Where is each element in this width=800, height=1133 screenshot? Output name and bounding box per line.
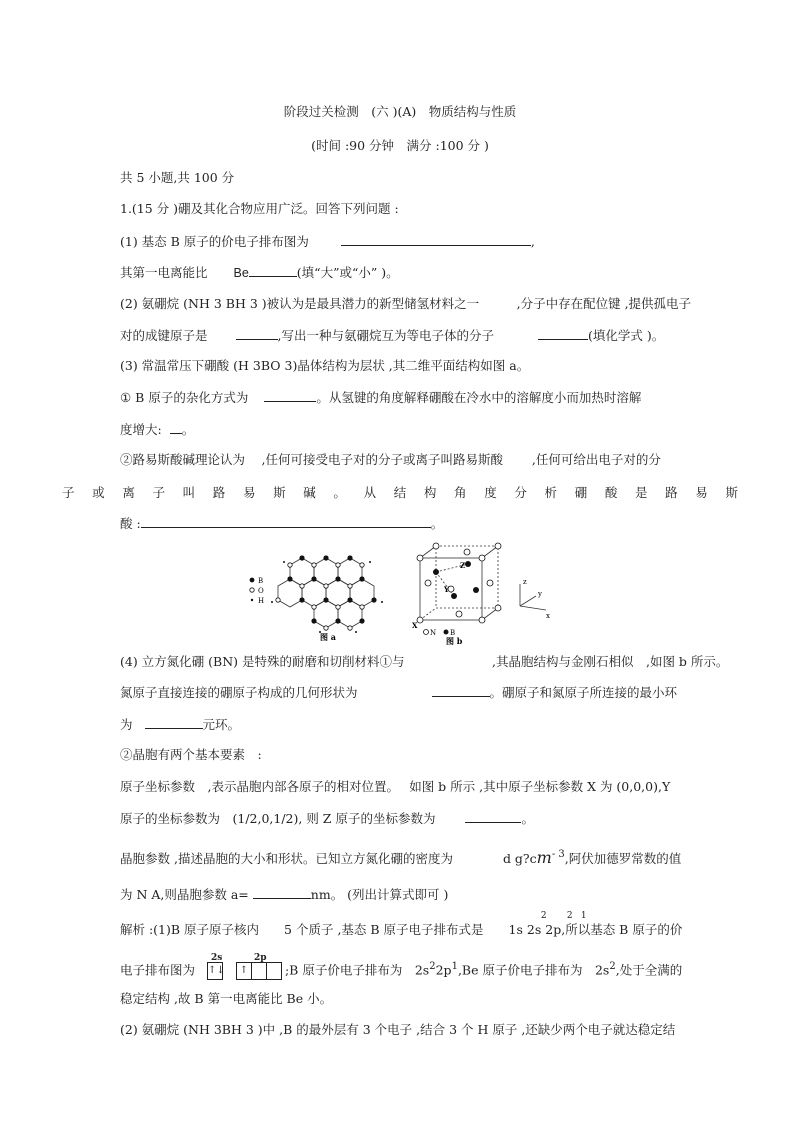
orbital-label-2s: 2s [211, 953, 223, 963]
analysis-line-1 [120, 911, 683, 938]
spread-char: 硼 [574, 485, 588, 500]
q1-part2-b-pre: 对的成键原子是 [120, 328, 208, 343]
spread-char: 从 [363, 485, 377, 500]
spread-char: 析 [544, 485, 558, 500]
answer-blank[interactable] [538, 327, 588, 340]
fig-b-legend-n: N [430, 629, 437, 637]
q1-part1-line-a: (1) 基态 B 原子的价电子排布图为 , [120, 234, 535, 249]
orbital-box-2s: ↑↓ [207, 962, 223, 980]
analysis-1-sup-c: 1 [580, 911, 587, 921]
spread-char: 叫 [182, 485, 196, 500]
answer-blank[interactable] [465, 810, 521, 823]
page-subtitle: (时间 :90 分钟 满分 :100 分 ) [311, 138, 489, 153]
orbital-diagram-2p [236, 953, 281, 980]
analysis-2-2s-exp: 2 [429, 960, 436, 972]
analysis-2-be-exp: 2 [609, 960, 616, 972]
q1-part4-g-exp: - 3 [551, 849, 565, 860]
orbital-label-2p: 2p [253, 953, 267, 963]
q1-part1-line-b [120, 264, 399, 281]
q1-part4-f-post: 。 [521, 811, 534, 826]
fig-b-point-x: X [412, 621, 418, 630]
intro-text: 共 5 小题,共 100 分 [120, 170, 235, 185]
q1-part3-b-post: 。从氢键的角度解释硼酸在冷水中的溶解度小而加热时溶解 [316, 390, 642, 405]
spread-char: 易 [242, 485, 256, 500]
spread-char: 角 [454, 485, 467, 500]
spread-char: 斯 [725, 485, 738, 500]
q1-part3-line-e [62, 485, 738, 501]
q1-part4-b-pre: 氮原子直接连接的硼原子构成的几何形状为 [120, 685, 358, 700]
q1-part4-h-post: nm。 (列出计算式即可 ) [310, 887, 449, 902]
spread-char: 易 [695, 485, 708, 500]
q1-part4-line-h [120, 886, 448, 903]
q1-part1-b-post: (填“大”或“小” )。 [296, 265, 399, 280]
spread-char: 碱 [303, 485, 316, 500]
answer-blank[interactable] [341, 233, 531, 246]
analysis-2-2p-exp: 1 [451, 960, 458, 972]
axis-z: z [523, 578, 527, 586]
figure-a-network [278, 558, 374, 628]
spread-char: 斯 [273, 485, 286, 500]
axis-x: x [546, 612, 550, 620]
spread-char: 度 [484, 485, 497, 500]
spread-char: 酸 [604, 485, 618, 500]
fig-a-legend-h: H [258, 597, 265, 605]
analysis-2-2p: 2p [435, 962, 452, 978]
q1-part2-b-mid: ,写出一种与氨硼烷互为等电子体的分子 [277, 328, 494, 343]
spread-char: 构 [423, 485, 437, 500]
q1-part4-line-d: ②晶胞有两个基本要素 : [120, 747, 262, 762]
spread-char: 结 [393, 485, 407, 500]
analysis-line-4: (2) 氨硼烷 (NH 3BH 3 )中 ,B 的最外层有 3 个电子 ,结合 3 个 H 原子 ,还缺少两个电子就达稳定结 [120, 1022, 676, 1037]
q1-part4-b-post: 。硼原子和氮原子所连接的最小环 [489, 685, 678, 700]
q1-part4-line-c [120, 716, 240, 733]
q1-part3-line-b [120, 389, 641, 406]
answer-blank[interactable] [264, 389, 316, 402]
q1-part4-line-a: (4) 立方氮化硼 (BN) 是特殊的耐磨和切削材料①与 ,其晶胞结构与金刚石相似 ,如图 b 所示。 [120, 654, 729, 669]
figure-b-n-atoms [417, 543, 501, 623]
q1-part3-c-post: 。 [181, 422, 195, 437]
fig-b-legend-b: B [450, 629, 456, 637]
analysis-1-mid: 2s 2p [526, 922, 562, 937]
analysis-1-pre: 解析 :(1)B 原子原子核内 5 个质子 ,基态 B 原子电子排布式是 1s [120, 922, 523, 937]
answer-blank[interactable] [253, 886, 311, 899]
spread-char: 分 [514, 485, 527, 500]
analysis-2-post3: ,处于全满的 [615, 962, 683, 978]
analysis-2-post: ;B 原子价电子排布为 2s [284, 962, 430, 978]
q1-part2-line-a: (2) 氨硼烷 (NH 3 BH 3 )被认为是最具潜力的新型储氢材料之一 ,分子中存在配位键 ,提供孤电子 [120, 296, 692, 311]
spread-char: 路 [665, 485, 678, 500]
q1-part1-b-pre: 其第一电离能比 [120, 265, 208, 280]
q1-part4-g-pre: 晶胞参数 ,描述晶胞的大小和形状。已知立方氮化硼的密度为 d g?c [120, 851, 537, 866]
q1-part4-line-f [120, 810, 534, 827]
spread-char: 子 [152, 485, 165, 500]
figure-b-cube [420, 546, 498, 620]
question-stem: 1.(15 分 )硼及其化合物应用广泛。回答下列问题 : [120, 201, 399, 216]
figure-b-axes [520, 584, 546, 610]
fig-a-legend-o: O [258, 587, 264, 595]
answer-blank[interactable] [170, 421, 182, 434]
fig-a-caption: 图 a [320, 632, 336, 642]
q1-part3-line-d: ②路易斯酸碱理论认为 ,任何可接受电子对的分子或离子叫路易斯酸 ,任何可给出电子对的分 [120, 452, 661, 467]
q1-part1-text: (1) 基态 B 原子的价电子排布图为 [120, 234, 309, 249]
figure-a-hydrogen [271, 561, 383, 633]
analysis-line-3: 稳定结构 ,故 B 第一电离能比 Be 小。 [120, 991, 333, 1006]
q1-part2-line-b [120, 327, 664, 344]
figures-svg [240, 540, 560, 650]
spread-char: 。 [333, 485, 346, 500]
analysis-1-sup-b: 2 [566, 911, 573, 921]
q1-part3-line-c [120, 421, 194, 438]
q1-part3-f-pre: 酸 : [120, 516, 141, 531]
answer-blank[interactable] [145, 716, 203, 729]
q1-part4-line-e: 原子坐标参数 ,表示晶胞内部各原子的相对位置。 如图 b 所示 ,其中原子坐标参数 X 为 (0,0,0),Y [120, 779, 671, 794]
analysis-line-2 [120, 953, 683, 981]
q1-part4-g-m: m [536, 848, 552, 867]
q1-part4-c-pre: 为 [120, 717, 133, 732]
figure-area [240, 540, 560, 650]
spread-char: 子 [62, 485, 75, 500]
answer-blank[interactable] [236, 327, 278, 340]
q1-part4-f-pre: 原子的坐标参数为 (1/2,0,1/2), 则 Z 原子的坐标参数为 [120, 811, 436, 826]
q1-part3-b-pre: ① B 原子的杂化方式为 [120, 390, 249, 405]
analysis-1-sup-a: 2 [540, 911, 547, 921]
q1-part4-line-g [120, 850, 681, 869]
analysis-1-post: ,所以基态 B 原子的价 [561, 922, 683, 937]
fig-b-point-y: Y [444, 585, 449, 594]
orbital-diagram-2s [207, 953, 225, 980]
answer-blank[interactable] [141, 515, 431, 528]
fig-b-point-z: Z [460, 561, 466, 570]
q1-part4-c-post: 元环。 [202, 717, 241, 732]
spread-char: 离 [122, 485, 135, 500]
q1-part3-line-f [120, 515, 443, 532]
fig-a-legend-b: B [258, 577, 264, 585]
spread-char: 是 [634, 485, 648, 500]
answer-blank[interactable] [249, 264, 297, 277]
analysis-2-pre: 电子排布图为 [120, 962, 196, 978]
q1-part3-line-a: (3) 常温常压下硼酸 (H 3BO 3)晶体结构为层状 ,其二维平面结构如图 a。 [120, 358, 530, 373]
q1-part4-g-post: ,阿伏加德罗常数的值 [564, 851, 682, 866]
answer-blank[interactable] [432, 684, 490, 697]
spread-char: 或 [92, 485, 105, 500]
spread-char: 路 [212, 485, 226, 500]
orbital-box-2p-3 [266, 962, 282, 980]
fig-b-caption: 图 b [446, 636, 463, 646]
q1-part2-b-post: (填化学式 )。 [587, 328, 665, 343]
page-title: 阶段过关检测 (六 )(A) 物质结构与性质 [283, 104, 517, 119]
q1-part1-b-be: Be [233, 266, 249, 280]
q1-part3-c-text: 度增大: [120, 422, 162, 437]
analysis-2-post2: ,Be 原子价电子排布为 2s [457, 962, 610, 978]
q1-part3-f-post: 。 [430, 516, 444, 531]
figure-a-oxygen [276, 563, 364, 630]
q1-part4-line-b [120, 684, 677, 701]
orbital-box-2p-1: ↑ [236, 962, 252, 980]
q1-part4-h-pre: 为 N A,则晶胞参数 a= [120, 887, 249, 902]
axis-y: y [538, 590, 542, 598]
